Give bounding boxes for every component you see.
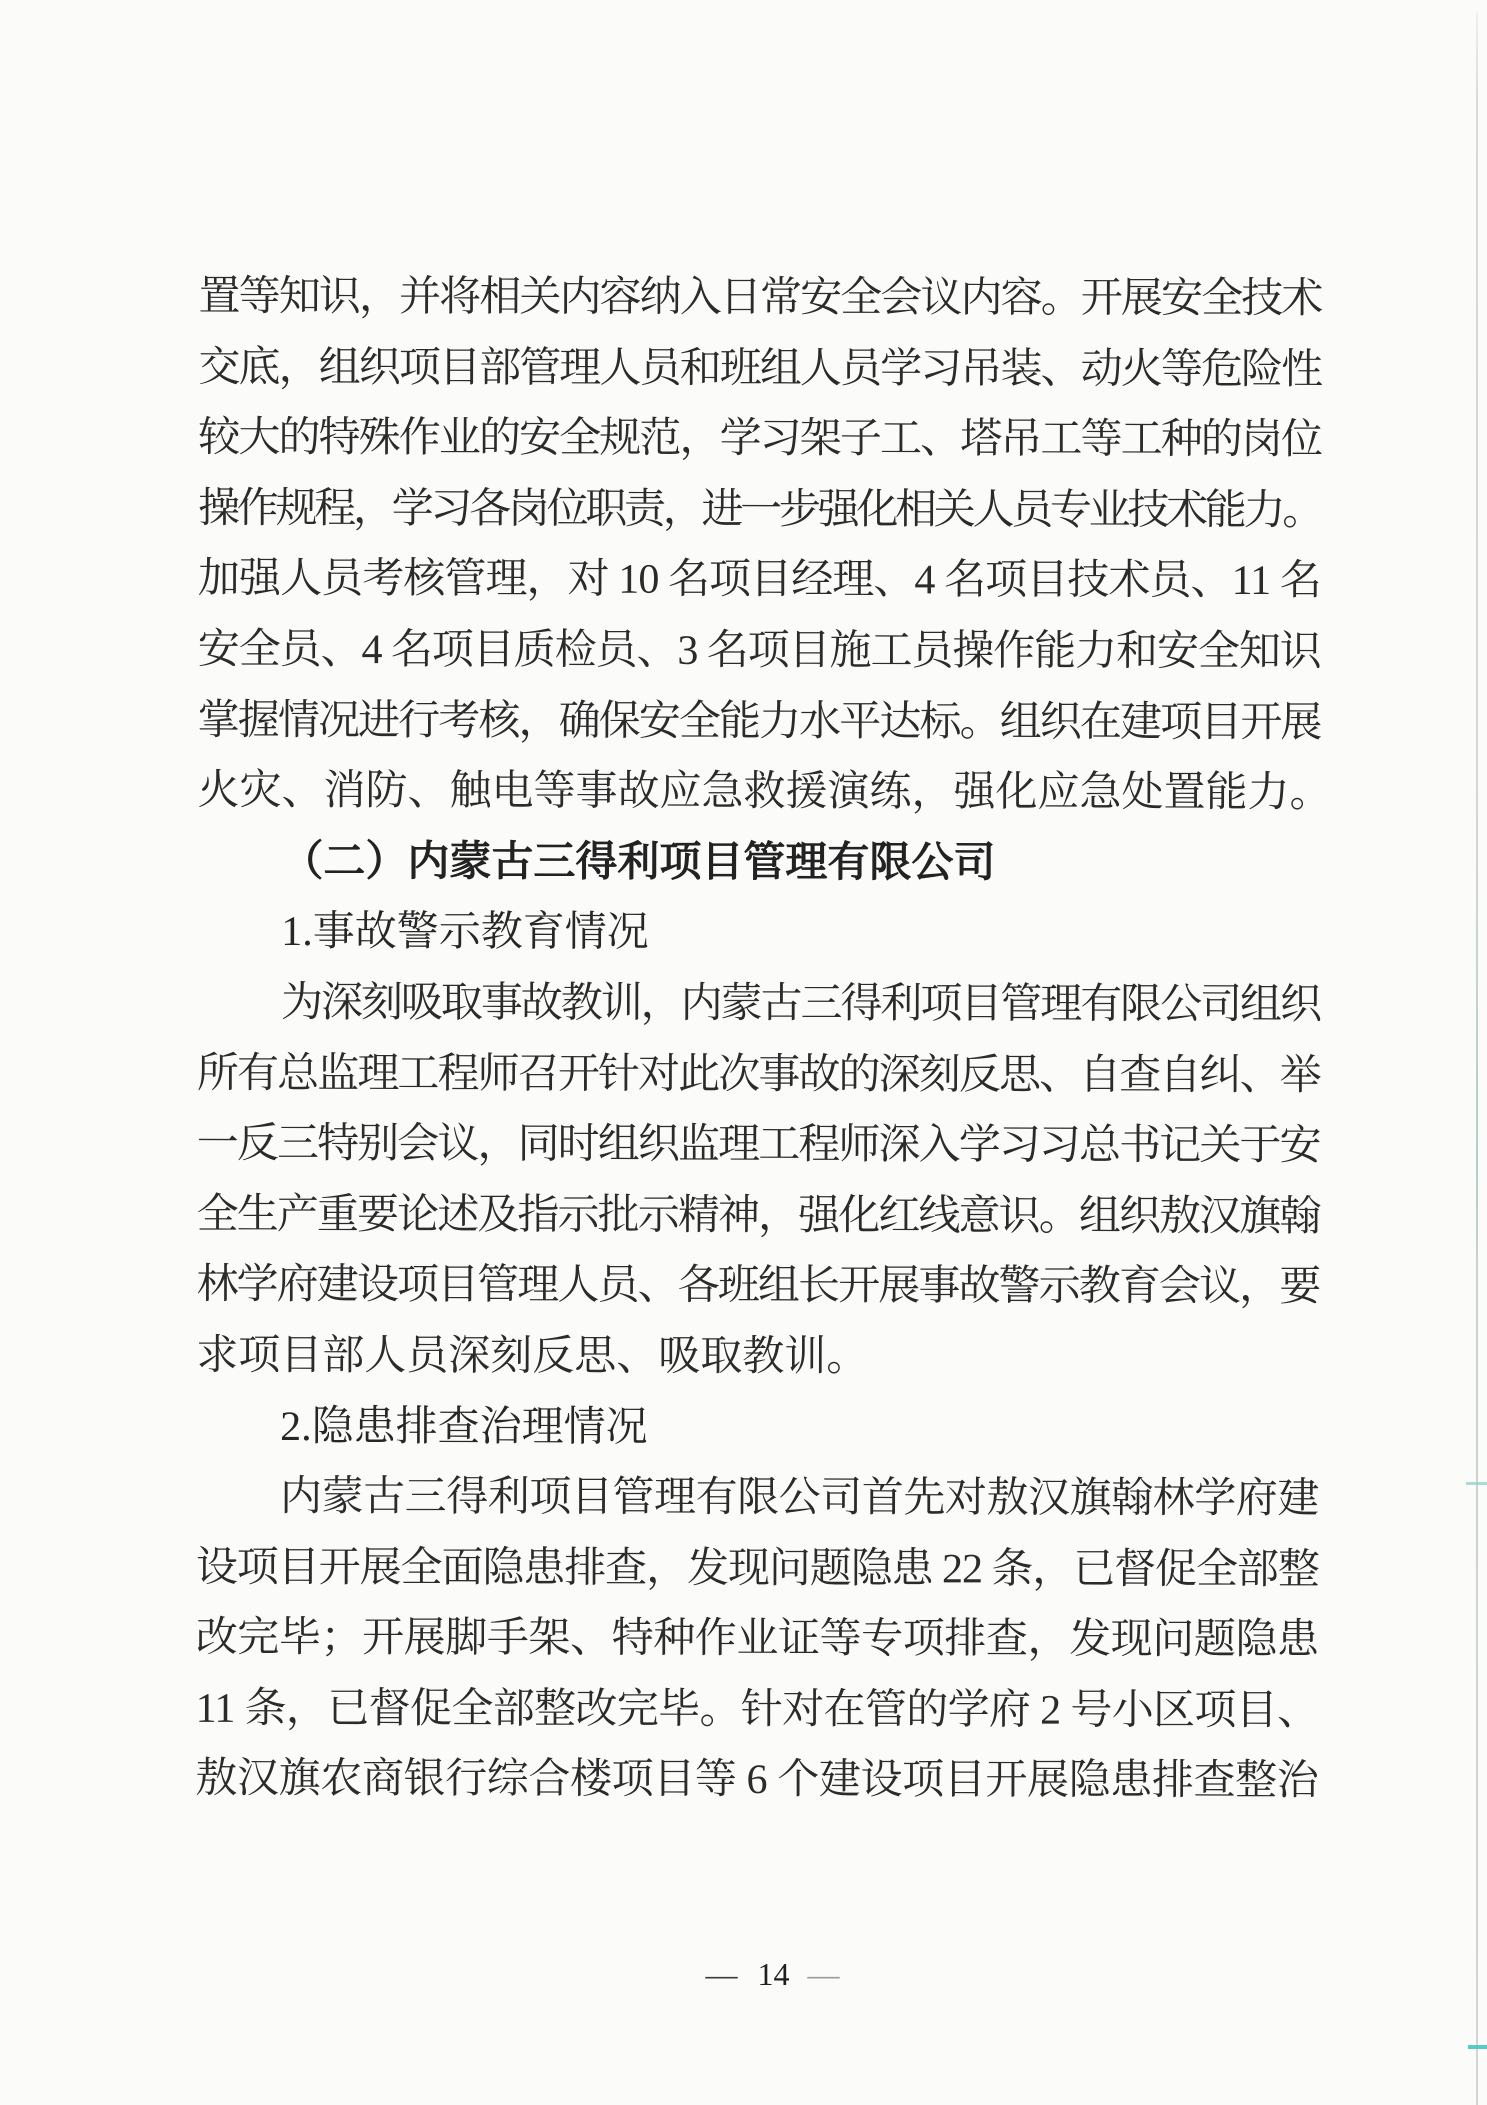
page-footer <box>30 1956 1487 1993</box>
text-line: 11 条，已督促全部整改完毕。针对在管的学府 2 号小区项目、 <box>195 1685 1319 1735</box>
scan-tick-upper <box>1466 1482 1487 1485</box>
text-line: 设项目开展全面隐患排查，发现问题隐患 22 条，已督促全部整 <box>195 1544 1319 1593</box>
text-line: 全生产重要论述及指示批示精神，强化红线意识。组织敖汉旗翰 <box>196 1191 1320 1240</box>
text-line: 安全员、4 名项目质检员、3 名项目施工员操作能力和安全知识 <box>197 626 1321 676</box>
text-line: 置等知识，并将相关内容纳入日常安全会议内容。开展安全技术 <box>198 273 1322 323</box>
footer-dash-left: — <box>705 1956 740 1992</box>
scan-edge-line <box>1476 12 1478 2105</box>
footer-dash-right: — <box>807 1956 842 1992</box>
page-number: 14 <box>757 1956 790 1992</box>
text-line: 所有总监理工程师召开针对此次事故的深刻反思、自查自纠、举 <box>196 1050 1320 1099</box>
text-line: 火灾、消防、触电等事故应急救援演练，强化应急处置能力。 <box>197 767 1332 817</box>
text-line: 林学府建设项目管理人员、各班组长开展事故警示教育会议，要 <box>196 1262 1320 1311</box>
text-line: 较大的特殊作业的安全规范，学习架子工、塔吊工等工种的岗位 <box>198 415 1322 464</box>
text-line: （二）内蒙古三得利项目管理有限公司 <box>281 838 996 887</box>
text-line: 敖汉旗农商银行综合楼项目等 6 个建设项目开展隐患排查整治 <box>195 1756 1319 1805</box>
text-line: 内蒙古三得利项目管理有限公司首先对敖汉旗翰林学府建 <box>279 1474 1319 1523</box>
text-line: 掌握情况进行考核，确保安全能力水平达标。组织在建项目开展 <box>197 697 1321 746</box>
scan-tick-lower <box>1468 2045 1487 2049</box>
text-line: 改完毕；开展脚手架、特种作业证等专项排查，发现问题隐患 <box>195 1615 1319 1664</box>
text-line: 交底，组织项目部管理人员和班组人员学习吊装、动火等危险性 <box>198 344 1322 393</box>
text-line: 1.事故警示教育情况 <box>281 909 649 957</box>
text-line: 加强人员考核管理，对 10 名项目经理、4 名项目技术员、11 名 <box>197 556 1321 605</box>
document-body <box>195 262 1332 1817</box>
text-line: 操作规程，学习各岗位职责，进一步强化相关人员专业技术能力。 <box>198 485 1322 534</box>
text-line: 一反三特别会议，同时组织监理工程师深入学习习总书记关于安 <box>196 1120 1320 1170</box>
text-line: 为深刻吸取事故教训，内蒙古三得利项目管理有限公司组织 <box>281 979 1321 1029</box>
text-line: 求项目部人员深刻反思、吸取教训。 <box>196 1332 869 1381</box>
text-line: 2.隐患排查治理情况 <box>280 1403 648 1451</box>
